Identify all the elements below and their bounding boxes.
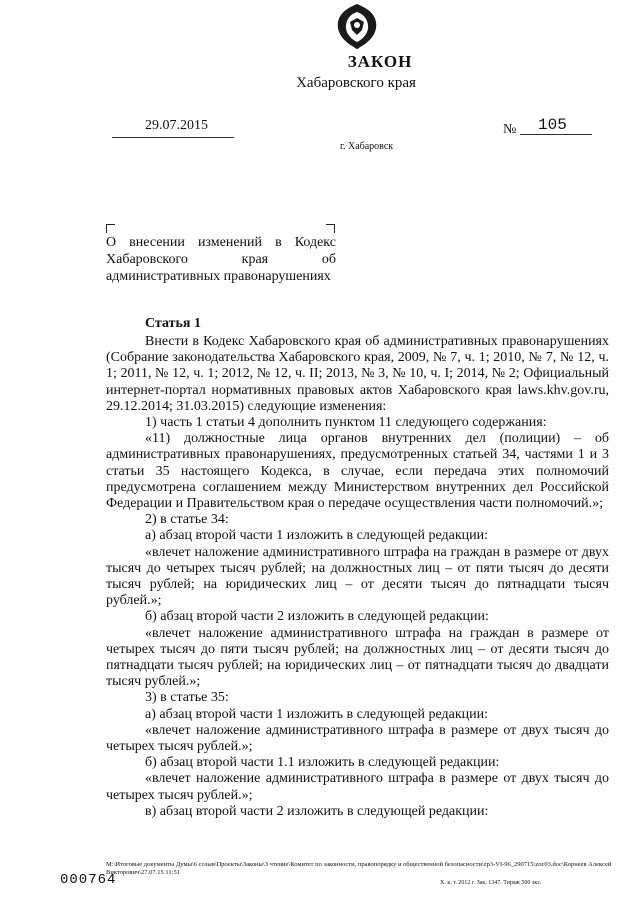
subject-line-2: Хабаровского края об [106,252,336,267]
document-number: 105 [538,116,567,134]
paragraph: 1) часть 1 статьи 4 дополнить пунктом 11 следующего содержания: [145,415,547,431]
date-underline [112,137,234,138]
paragraph: Внести в Кодекс Хабаровского края об административных правонарушениях (Собрание законодательства Хабаровского края, 2009, № 7, ч. 1; 2010, № 7, № 12, ч. 1; 2011, № 12, ч. 1; 2012, № 12, ч. II; 2013, № 3, № 10, ч. I; 2014, № 2; Официальный интернет-портал нормативных правовых актов Хабаровского края laws.khv.gov.ru, 29.12.2014; 31.03.2015) следующие изменения: [106,334,609,414]
document-subject [106,234,336,285]
number-label: № [503,122,517,137]
number-underline [520,134,592,135]
paragraph: в) абзац второй части 2 изложить в следующей редакции: [145,803,489,819]
footer-file-path: M:\Итоговые документы Думы\6 созыв\Проекты\Законы\3 чтение\Комитет по законности, правопорядку и общественной безопасности\zp3-VI-96_290715\zoc03.doc\Корнеев Алексей Викторович\27.07.15 11:51 [106,861,612,876]
document-date: 29.07.2015 [145,118,208,133]
subject-line-1: О внесении изменений в Кодекс [106,235,336,250]
paragraph: «влечет наложение административного штрафа в размере от двух тысяч до четырех тысяч рублей.»; [106,722,609,755]
paragraph: б) абзац второй части 2 изложить в следующей редакции: [145,609,489,625]
registration-stamp: 000764 [60,872,117,888]
document-title: ЗАКОН [347,52,413,71]
document-subtitle: Хабаровского края [296,75,416,91]
paragraph: 3) в статье 35: [145,690,229,706]
article-body [106,334,609,820]
paragraph: «влечет наложение административного штрафа на граждан в размере от четырех тысяч до пяти тысяч рублей; на должностных лиц – от десяти тысяч до пятнадцати тысяч рублей; на юридических лиц – от пятнадцати тысяч до двадцати тысяч рублей.»; [106,625,609,690]
paragraph: 2) в статье 34: [145,512,229,528]
subject-line-3: административных правонарушениях [106,269,331,284]
coat-of-arms-emblem [332,2,382,50]
subject-bracket-left [106,224,115,233]
paragraph: а) абзац второй части 1 изложить в следующей редакции: [145,706,488,722]
paragraph: б) абзац второй части 1.1 изложить в следующей редакции: [145,755,500,771]
article-title: Статья 1 [145,316,201,331]
subject-bracket-right [326,224,335,233]
paragraph: «влечет наложение административного штрафа на граждан в размере от двух тысяч до четырех тысяч рублей; на должностных лиц – от пяти тысяч до десяти тысяч рублей; на юридических лиц – от десяти тысяч до пятнадцати тысяч рублей.»; [106,544,609,609]
footer-print-info: Х. к. т. 2012 г. Зак. 1347. Тираж 500 экз. [440,880,542,886]
paragraph: а) абзац второй части 1 изложить в следующей редакции: [145,528,488,544]
paragraph: «11) должностные лица органов внутренних дел (полиции) – об административных правонарушениях, предусмотренных статьей 34, частями 1 и 3 статьи 35 настоящего Кодекса, в случае, если передача этих полномочий предусмотрена соглашением между Министерством внутренних дел Российской Федерации и Правительством края о передаче осуществления части полномочий.»; [106,431,609,512]
paragraph: «влечет наложение административного штрафа в размере от двух тысяч до четырех тысяч рублей.»; [106,771,609,803]
document-city: г. Хабаровск [340,141,394,152]
